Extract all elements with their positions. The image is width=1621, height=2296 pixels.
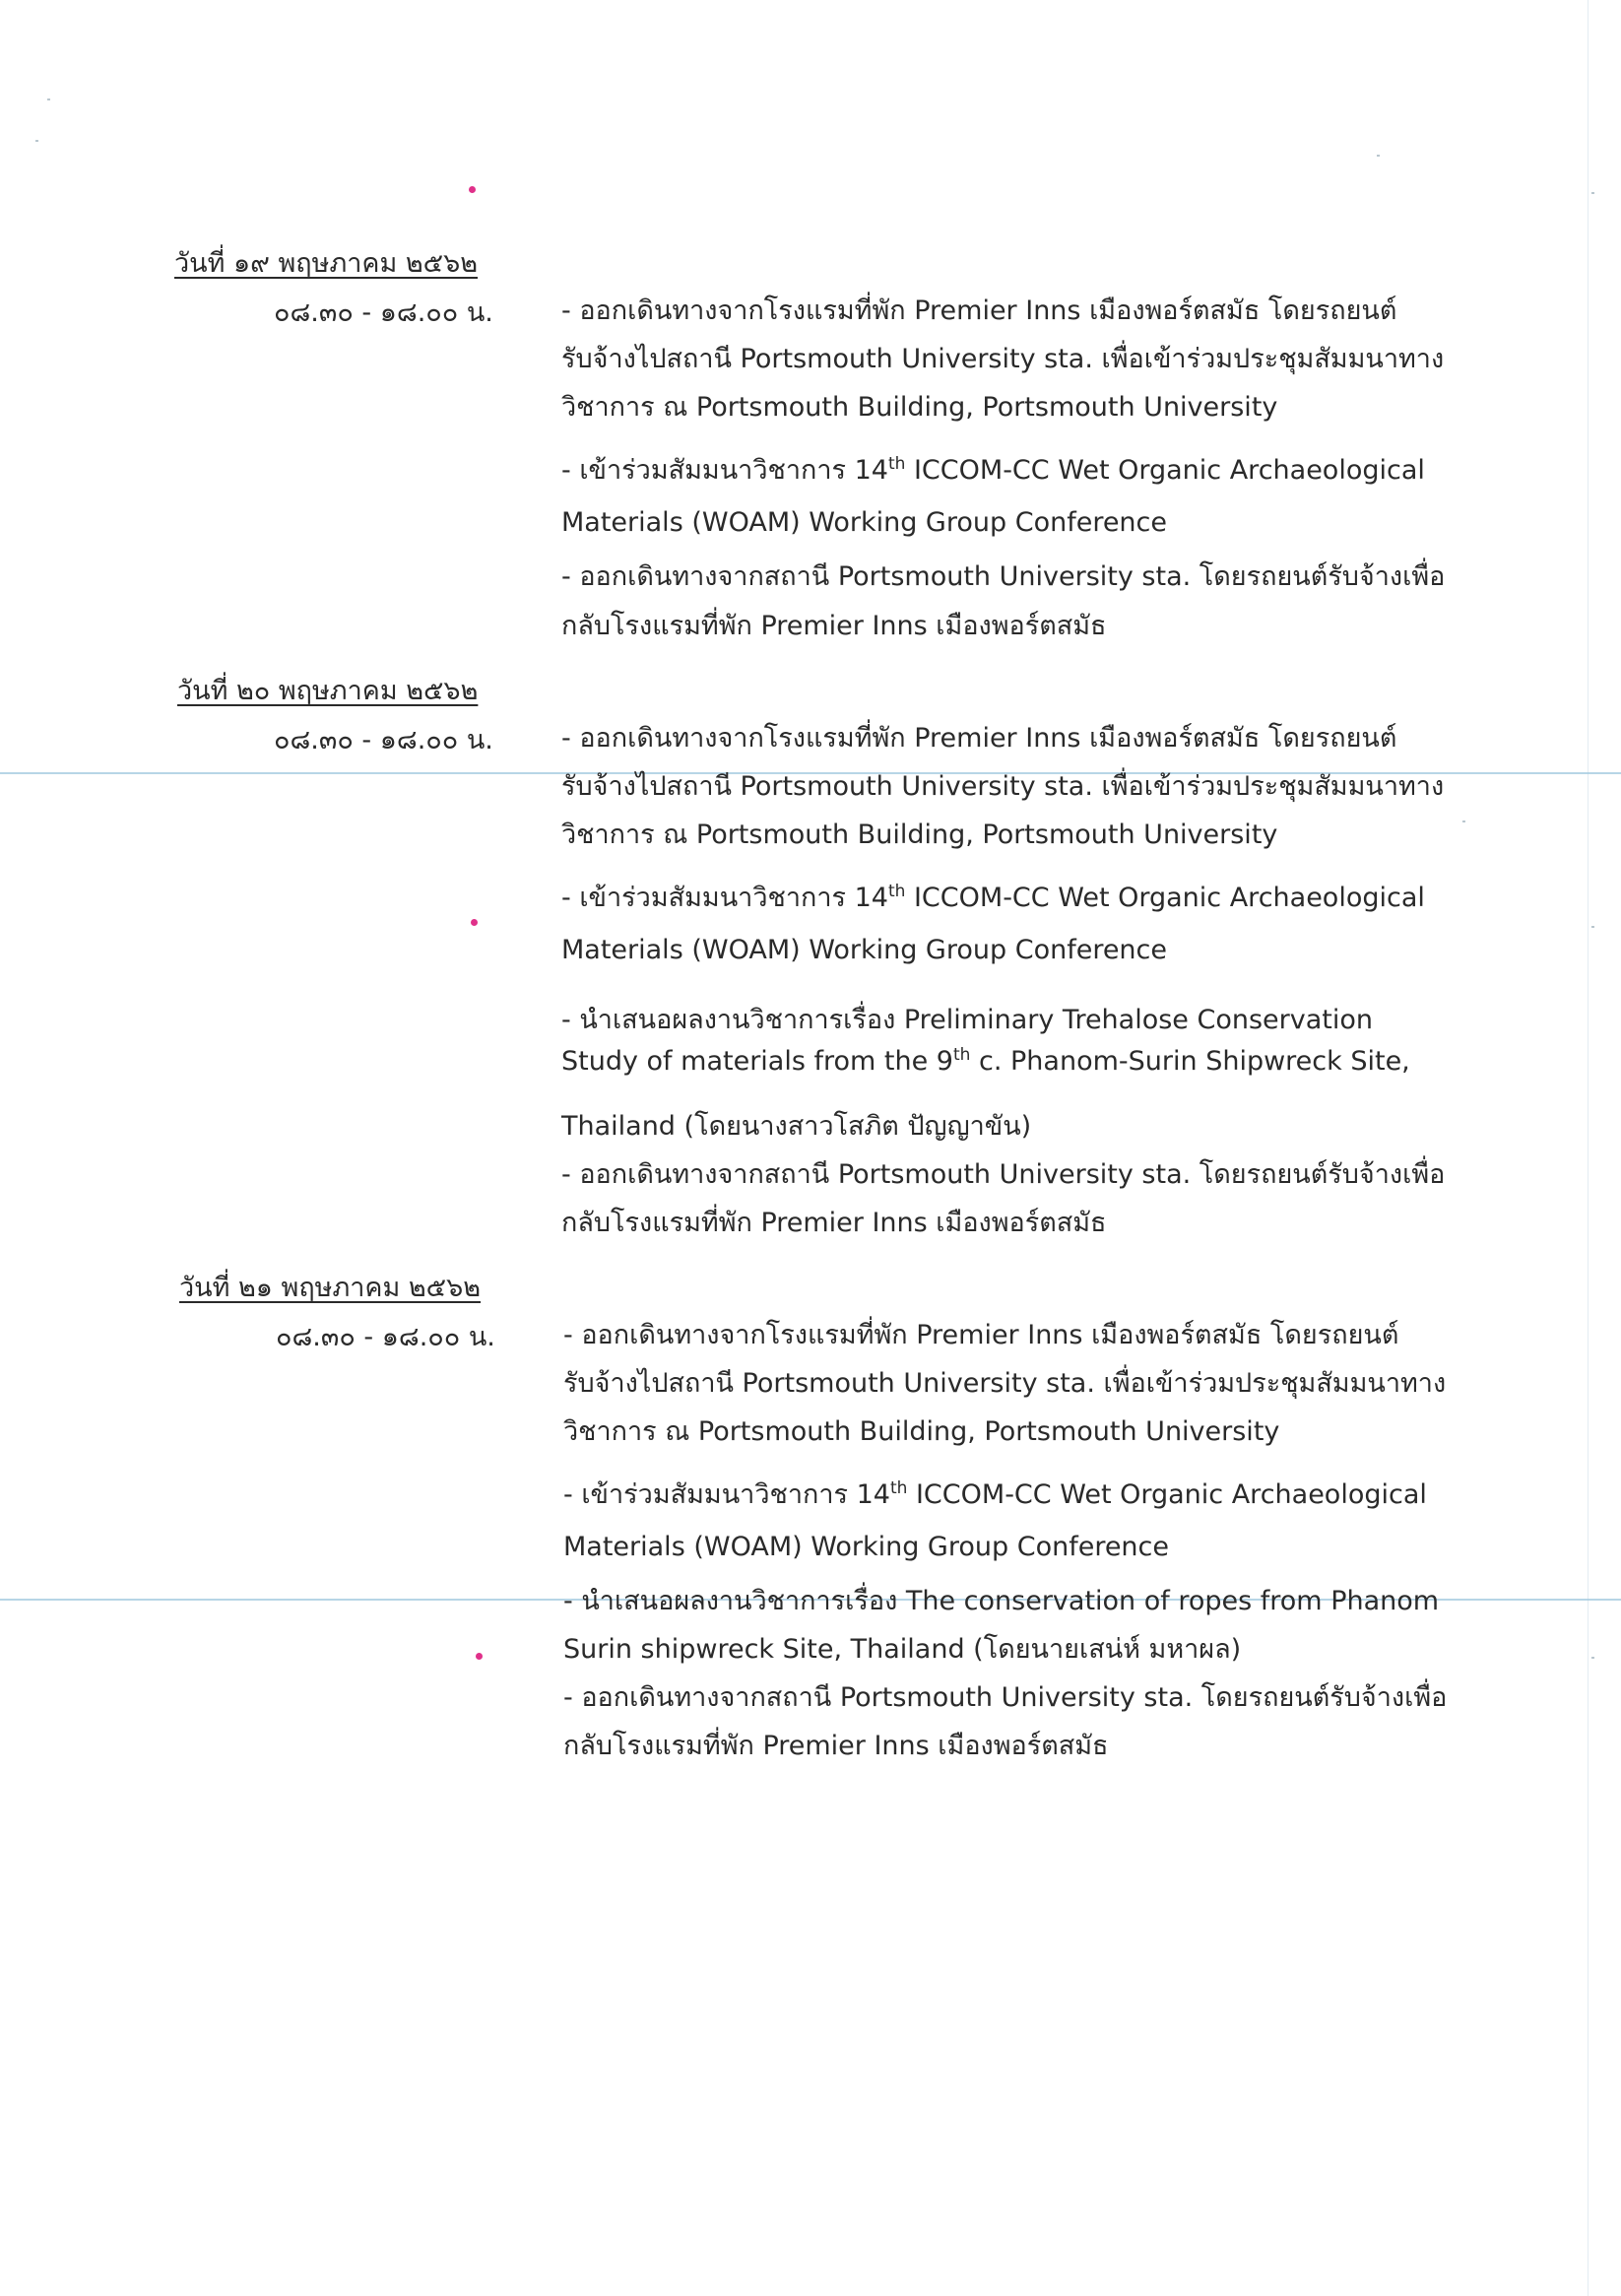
day-heading: วันที่ ๒๐ พฤษภาคม ๒๕๖๒ [177,676,479,706]
activity-line: - ออกเดินทางจากสถานี Portsmouth University sta. โดยรถยนต์รับจ้างเพื่อ [563,1682,1448,1713]
day-heading: วันที่ ๑๙ พฤษภาคม ๒๕๖๒ [174,248,479,279]
activity-line: - ออกเดินทางจากโรงแรมที่พัก Premier Inns เมืองพอร์ตสมัธ โดยรถยนต์ [563,1320,1399,1350]
magenta-mark-3 [476,1653,483,1660]
scan-speck [1591,192,1594,194]
scan-speck [47,98,50,100]
activity-line: - เข้าร่วมสัมมนาวิชาการ 14th ICCOM-CC Wet Organic Archaeological [563,1478,1427,1510]
activity-line: วิชาการ ณ Portsmouth Building, Portsmouth University [561,392,1278,423]
scan-speck [1462,820,1465,822]
activity-line: Study of materials from the 9th c. Phanom-Surin Shipwreck Site, [561,1045,1410,1077]
activity-line: - ออกเดินทางจากสถานี Portsmouth University sta. โดยรถยนต์รับจ้างเพื่อ [561,1159,1446,1190]
scan-speck [35,140,38,142]
activity-line: Thailand (โดยนางสาวโสภิต ปัญญาขัน) [561,1111,1032,1142]
activity-line: รับจ้างไปสถานี Portsmouth University sta. เพื่อเข้าร่วมประชุมสัมมนาทาง [561,771,1445,802]
activity-line: - ออกเดินทางจากโรงแรมที่พัก Premier Inns เมืองพอร์ตสมัธ โดยรถยนต์ [561,295,1397,326]
scan-edge-line [1588,0,1589,2296]
activity-line: รับจ้างไปสถานี Portsmouth University sta. เพื่อเข้าร่วมประชุมสัมมนาทาง [563,1368,1447,1399]
activity-line: - เข้าร่วมสัมมนาวิชาการ 14th ICCOM-CC Wet Organic Archaeological [561,454,1425,486]
activity-line: - นำเสนอผลงานวิชาการเรื่อง The conservation of ropes from Phanom [563,1586,1440,1616]
scan-speck [1591,926,1594,928]
activity-line: - เข้าร่วมสัมมนาวิชาการ 14th ICCOM-CC Wet Organic Archaeological [561,882,1425,913]
activity-line: Materials (WOAM) Working Group Conference [563,1532,1170,1562]
activity-line: Materials (WOAM) Working Group Conference [561,935,1168,965]
activity-line: กลับโรงแรมที่พัก Premier Inns เมืองพอร์ตสมัธ [563,1731,1109,1761]
magenta-mark-2 [471,919,478,926]
scan-speck [1591,1657,1594,1659]
activity-line: รับจ้างไปสถานี Portsmouth University sta. เพื่อเข้าร่วมประชุมสัมมนาทาง [561,344,1445,374]
activity-line: กลับโรงแรมที่พัก Premier Inns เมืองพอร์ตสมัธ [561,1208,1107,1238]
activity-line: กลับโรงแรมที่พัก Premier Inns เมืองพอร์ตสมัธ [561,611,1107,641]
day-heading: วันที่ ๒๑ พฤษภาคม ๒๕๖๒ [179,1273,482,1303]
activity-line: วิชาการ ณ Portsmouth Building, Portsmouth University [563,1416,1280,1447]
time-range: ๐๘.๓๐ - ๑๘.๐๐ น. [276,1322,495,1352]
activity-line: Materials (WOAM) Working Group Conference [561,507,1168,538]
activity-line: - นำเสนอผลงานวิชาการเรื่อง Preliminary Trehalose Conservation [561,1005,1374,1035]
time-range: ๐๘.๓๐ - ๑๘.๐๐ น. [274,725,493,755]
activity-line: - ออกเดินทางจากสถานี Portsmouth University sta. โดยรถยนต์รับจ้างเพื่อ [561,561,1446,592]
scan-speck [1377,155,1380,157]
activity-line: Surin shipwreck Site, Thailand (โดยนายเสน่ห์ มหาผล) [563,1634,1242,1665]
activity-line: - ออกเดินทางจากโรงแรมที่พัก Premier Inns เมืองพอร์ตสมัธ โดยรถยนต์ [561,723,1397,754]
activity-line: วิชาการ ณ Portsmouth Building, Portsmouth University [561,820,1278,850]
magenta-mark-1 [469,186,476,193]
time-range: ๐๘.๓๐ - ๑๘.๐๐ น. [274,297,493,328]
